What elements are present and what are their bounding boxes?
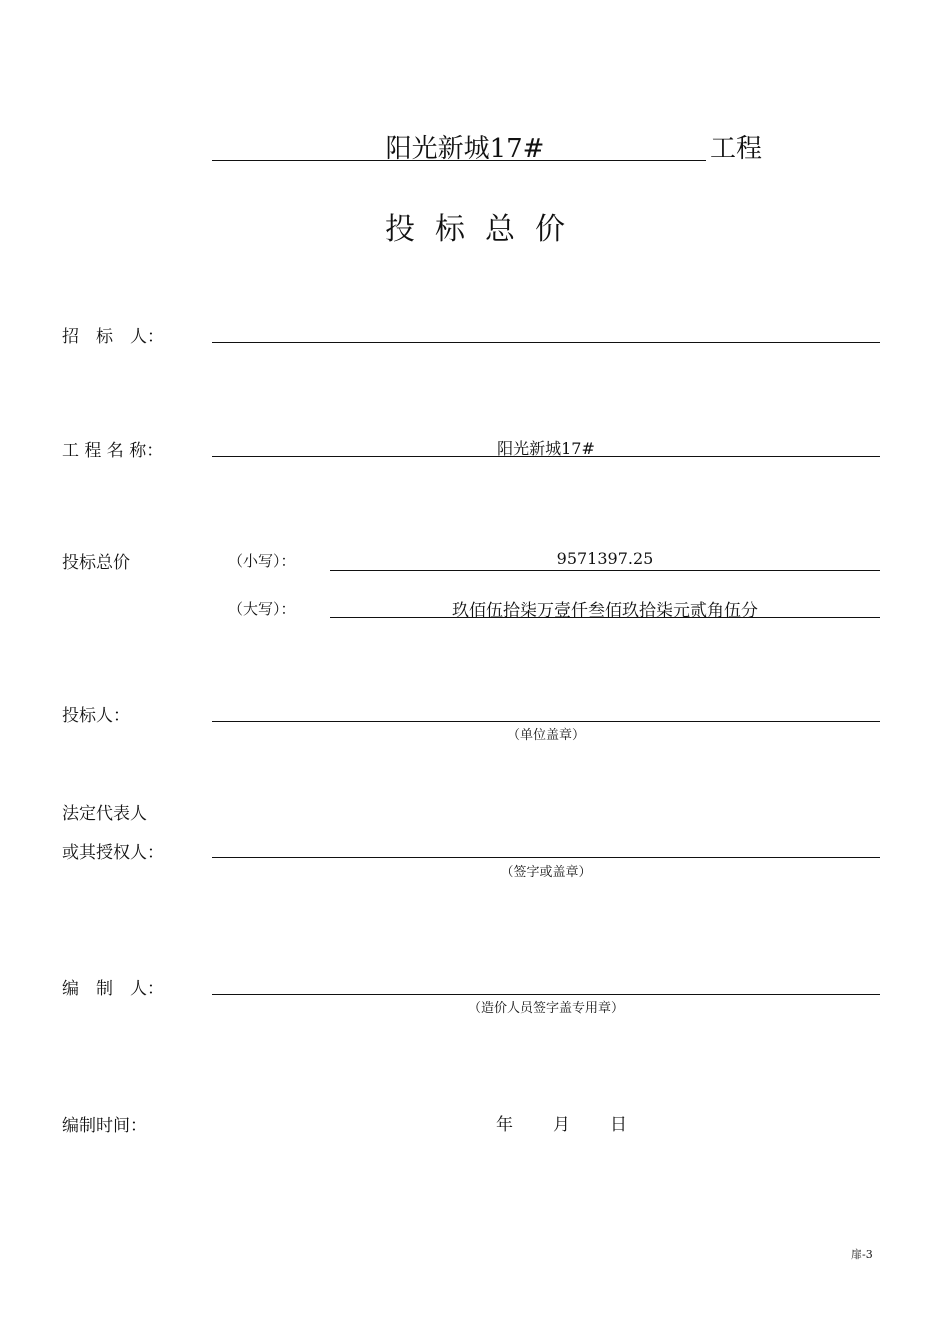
project-name-line (212, 456, 880, 457)
legal-rep-signature-line[interactable] (212, 857, 880, 858)
preparer-label: 编 制 人： (62, 979, 164, 999)
lowercase-label: （小写）： (228, 552, 296, 570)
project-name-value: 阳光新城17# (497, 439, 595, 458)
uppercase-amount-line (330, 617, 880, 618)
tenderer-signature-line[interactable] (212, 342, 880, 343)
prepare-time-label: 编制时间： (62, 1116, 147, 1136)
project-name-label: 工 程 名 称： (62, 441, 164, 461)
legal-rep-label-line2: 或其授权人： (62, 843, 164, 863)
bidder-label: 投标人： (62, 706, 130, 726)
project-name-heading: 阳光新城17# (385, 134, 545, 164)
project-name-underline (212, 160, 706, 161)
bid-total-label: 投标总价 (62, 553, 130, 573)
legal-rep-seal-note: （签字或盖章） (500, 865, 592, 880)
uppercase-label: （大写）： (228, 600, 296, 618)
page-title: 投标总价 (385, 212, 585, 247)
day-label: 日 (610, 1115, 627, 1135)
uppercase-amount-value: 玖佰伍拾柒万壹仟叁佰玖拾柒元贰角伍分 (452, 601, 758, 621)
project-suffix-heading: 工程 (710, 134, 763, 164)
preparer-signature-line[interactable] (212, 994, 880, 995)
lowercase-amount-line (330, 570, 880, 571)
bidder-signature-line[interactable] (212, 721, 880, 722)
bidder-seal-note: （单位盖章） (506, 728, 585, 743)
lowercase-amount-value: 9571397.25 (556, 549, 654, 568)
month-label: 月 (553, 1115, 570, 1135)
tenderer-label: 招 标 人： (62, 327, 164, 347)
preparer-seal-note: （造价人员签字盖专用章） (467, 1001, 624, 1016)
legal-rep-label-line1: 法定代表人 (62, 804, 147, 824)
page-code: 扉-3 (851, 1248, 873, 1261)
year-label: 年 (496, 1115, 513, 1135)
